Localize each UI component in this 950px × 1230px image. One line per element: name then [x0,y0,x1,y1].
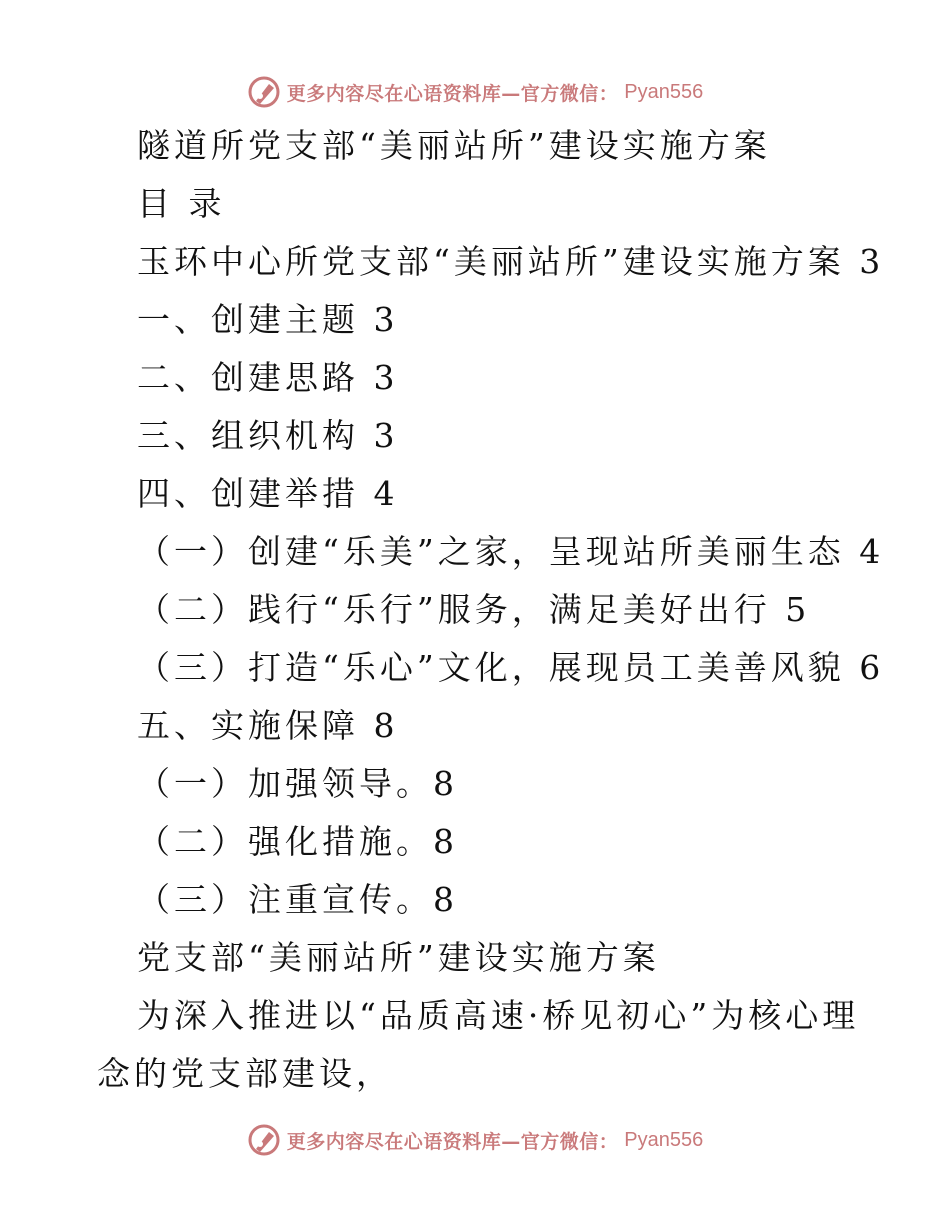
watermark-text: 更多内容尽在心语资料库—官方微信： [286,82,619,105]
document-title: 隧道所党支部“美丽站所”建设实施方案 [137,126,771,165]
watermark-handle: Pyan556 [624,1128,704,1151]
toc-entry: （三）打造“乐心”文化，展现员工美善风貌 6 [137,648,885,687]
toc-entry: 玉环中心所党支部“美丽站所”建设实施方案 3 [137,242,885,281]
toc-entry: 二、创建思路 3 [137,358,399,397]
body-paragraph-line: 念的党支部建设， [97,1054,393,1093]
watermark-text: 更多内容尽在心语资料库—官方微信： [286,1130,619,1153]
body-paragraph-line: 为深入推进以“品质高速·桥见初心”为核心理 [137,996,860,1035]
watermark-banner-top [0,72,950,112]
watermark-handle: Pyan556 [624,80,704,103]
pen-logo-icon [247,1123,281,1157]
toc-entry: 四、创建举措 4 [137,474,399,513]
toc-entry: 一、创建主题 3 [137,300,399,339]
toc-entry: 五、实施保障 8 [137,706,399,745]
toc-heading: 目 录 [137,184,226,223]
section-title: 党支部“美丽站所”建设实施方案 [137,938,660,977]
toc-entry: （一）创建“乐美”之家，呈现站所美丽生态 4 [137,532,885,571]
watermark-banner-bottom [0,1120,950,1160]
pen-logo-icon [247,75,281,109]
toc-entry: （二）践行“乐行”服务，满足美好出行 5 [137,590,811,629]
toc-entry: （三）注重宣传。8 [137,880,458,919]
toc-entry: 三、组织机构 3 [137,416,399,455]
toc-entry: （一）加强领导。8 [137,764,458,803]
toc-entry: （二）强化措施。8 [137,822,458,861]
